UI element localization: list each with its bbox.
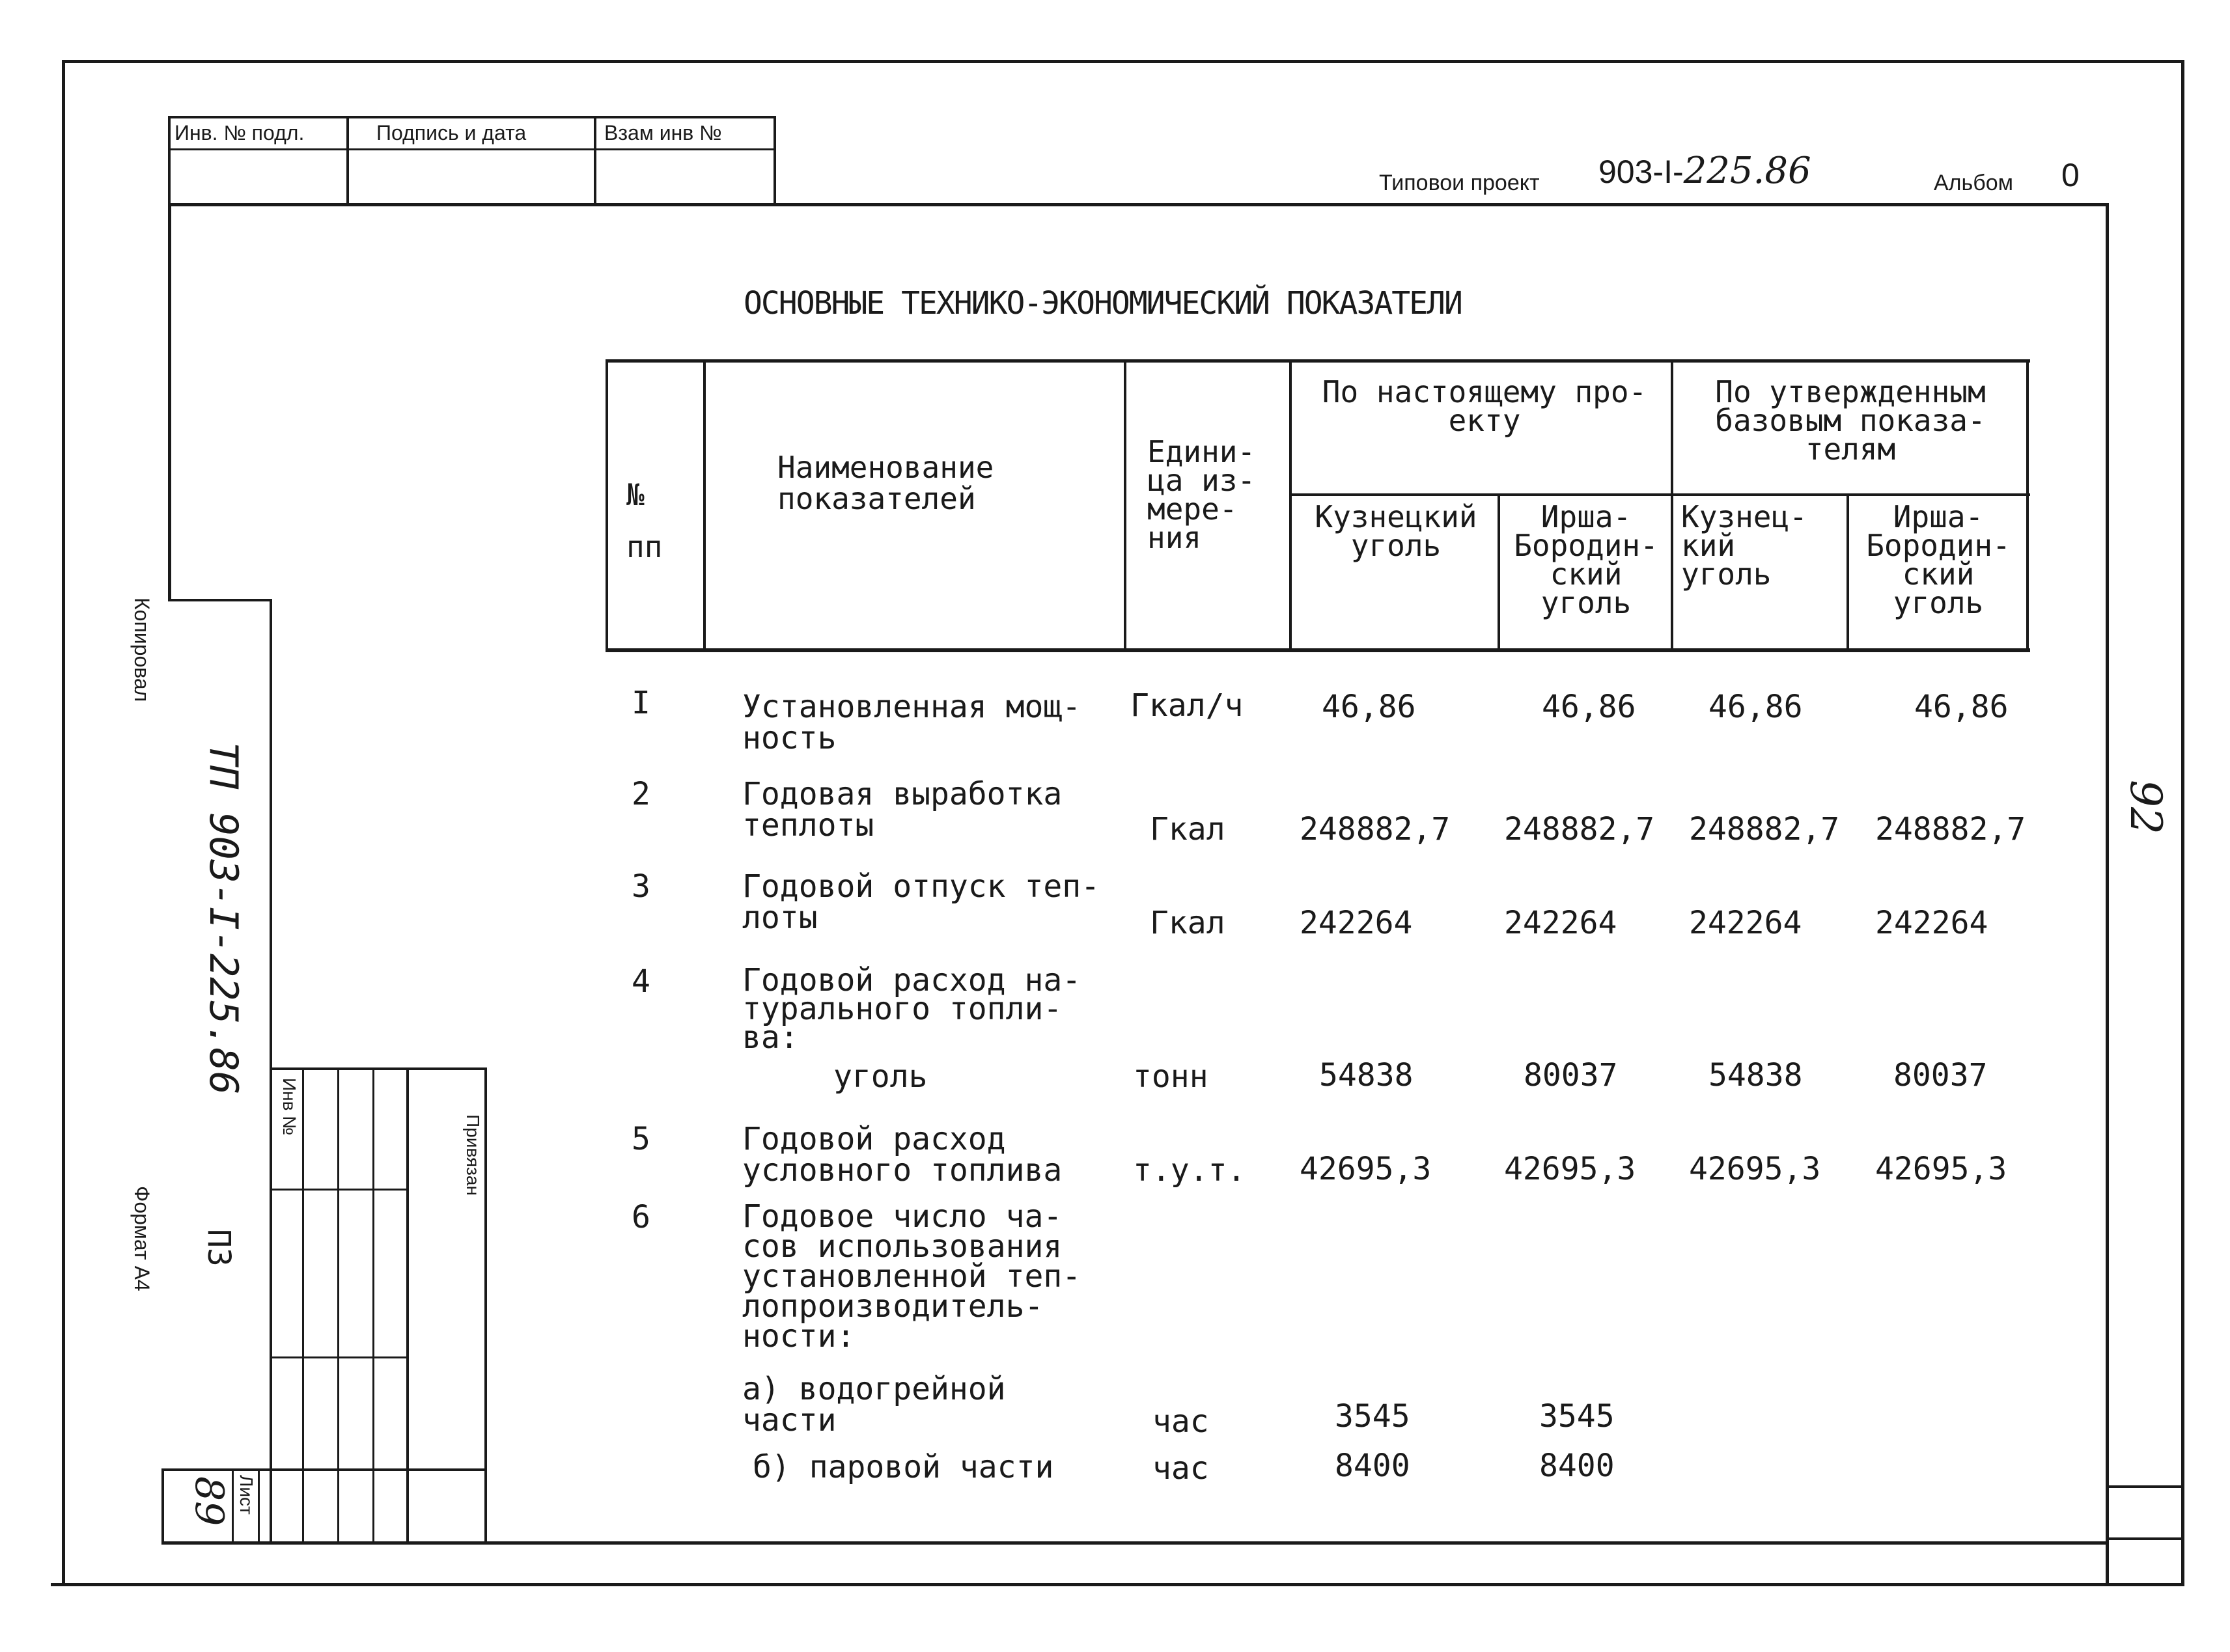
header-unit: Едини- ца из- мере- ния [1147, 434, 1256, 555]
row-v3: 248882,7 [1689, 811, 1840, 847]
album-label: Альбом [1934, 171, 2013, 195]
stamp-vzam-inv: Взам инв № [604, 121, 722, 145]
project-number-handwritten: 225.86 [1683, 150, 1811, 192]
row-v4: 80037 [1893, 1057, 1988, 1094]
row-sub: уголь [833, 1058, 928, 1095]
row-num: I [632, 685, 650, 721]
row-v3: 42695,3 [1689, 1151, 1821, 1187]
row-v2: 3545 [1539, 1398, 1615, 1435]
row-unit: час [1152, 1450, 1209, 1487]
header-irsha-base: Ирша- Бородин- ский уголь [1866, 499, 2011, 620]
right-margin-rule [2106, 1485, 2181, 1488]
project-number-printed: 903-I- [1598, 154, 1684, 190]
project-number [1598, 150, 1811, 192]
format-label: Формат А4 [130, 1186, 154, 1291]
stamp-inv-podl: Инв. № подл. [174, 121, 305, 145]
project-label: Типовои проект [1379, 171, 1540, 195]
row-v2: 46,86 [1542, 689, 1636, 725]
row-name: Установленная мощ- ность [742, 689, 1081, 756]
row-v1: 8400 [1335, 1448, 1410, 1484]
row-name: Годовой расход условного топлива [742, 1121, 1063, 1189]
outer-frame-bottom [51, 1583, 2184, 1586]
row-name: Годовая выработка теплоты [742, 776, 1063, 844]
row-v1: 242264 [1300, 905, 1413, 941]
row-v1: 54838 [1319, 1057, 1414, 1094]
row-name: Годовое число ча- сов использования установленной теп- лопроизводитель- ности: [742, 1198, 1081, 1355]
row-v3: 54838 [1708, 1057, 1803, 1094]
row-v1: 42695,3 [1300, 1151, 1432, 1187]
inner-frame-right [2106, 203, 2109, 1583]
page-title: ОСНОВНЫЕ ТЕХНИКО-ЭКОНОМИЧЕСКИЙ ПОКАЗАТЕЛИ [744, 285, 1462, 322]
row-v2: 8400 [1539, 1448, 1615, 1484]
row-unit: Гкал [1150, 905, 1225, 941]
album-value: 0 [2061, 157, 2080, 193]
row-v1: 3545 [1335, 1398, 1410, 1435]
section-code-vertical: ПЗ [201, 1229, 237, 1267]
row-name: Годовой расход на- турального топли- ва: [742, 962, 1081, 1056]
row-v4: 46,86 [1914, 689, 2009, 725]
row-v3: 46,86 [1708, 689, 1803, 725]
row-name: б) паровой части [753, 1449, 1054, 1485]
header-kuz-current: Кузнецкий уголь [1315, 499, 1477, 563]
row-unit: тонн [1133, 1058, 1208, 1095]
header-group-base: По утвержденным базовым показа- телям [1715, 374, 1986, 467]
row-unit: Гкал/ч [1130, 687, 1244, 724]
row-name: а) водогрейной части [742, 1371, 1006, 1439]
row-v2: 248882,7 [1504, 811, 1655, 847]
outer-frame-right [2181, 60, 2184, 1586]
row-v2: 80037 [1524, 1057, 1618, 1094]
row-num: 2 [632, 776, 650, 812]
row-unit: Гкал [1150, 811, 1225, 847]
list-label: Лист [236, 1475, 257, 1515]
row-num: 4 [632, 963, 650, 1000]
row-unit: т.у.т. [1133, 1152, 1246, 1189]
row-v4: 248882,7 [1875, 811, 2026, 847]
header-group-current: По настоящему про- екту [1322, 374, 1647, 438]
privyazan-label: Привязан [463, 1114, 483, 1196]
row-name: Годовой отпуск теп- лоты [742, 868, 1100, 936]
inner-frame-bottom [161, 1541, 2108, 1545]
header-kuz-base: Кузнец- кий уголь [1681, 499, 1807, 592]
row-v4: 42695,3 [1875, 1151, 2007, 1187]
row-num: 6 [632, 1199, 650, 1235]
row-num: 5 [632, 1121, 650, 1157]
list-number: 89 [186, 1476, 232, 1526]
header-irsha-current: Ирша- Бородин- ский уголь [1514, 499, 1658, 620]
outer-frame-left [62, 60, 65, 1586]
row-v3: 242264 [1689, 905, 1802, 941]
inner-frame-top [168, 203, 2108, 206]
row-v2: 242264 [1504, 905, 1617, 941]
doc-code-vertical: ТП 903-I-225.86 [201, 742, 246, 1095]
row-v1: 46,86 [1322, 689, 1416, 725]
inv-no-label: Инв № [279, 1078, 300, 1136]
inner-frame-left [168, 203, 171, 600]
row-v4: 242264 [1875, 905, 1988, 941]
row-num: 3 [632, 868, 650, 905]
header-num: № пп [626, 477, 663, 564]
kopiroval-label: Копировал [130, 598, 154, 702]
outer-frame-top [62, 60, 2184, 63]
row-v2: 42695,3 [1504, 1151, 1636, 1187]
row-unit: час [1152, 1403, 1209, 1440]
stamp-podpis-data: Подпись и дата [376, 121, 527, 145]
right-margin-rule-2 [2106, 1537, 2181, 1540]
header-name: Наименование показателей [777, 450, 994, 516]
row-v1: 248882,7 [1300, 811, 1451, 847]
right-margin-number: 92 [2121, 780, 2171, 834]
